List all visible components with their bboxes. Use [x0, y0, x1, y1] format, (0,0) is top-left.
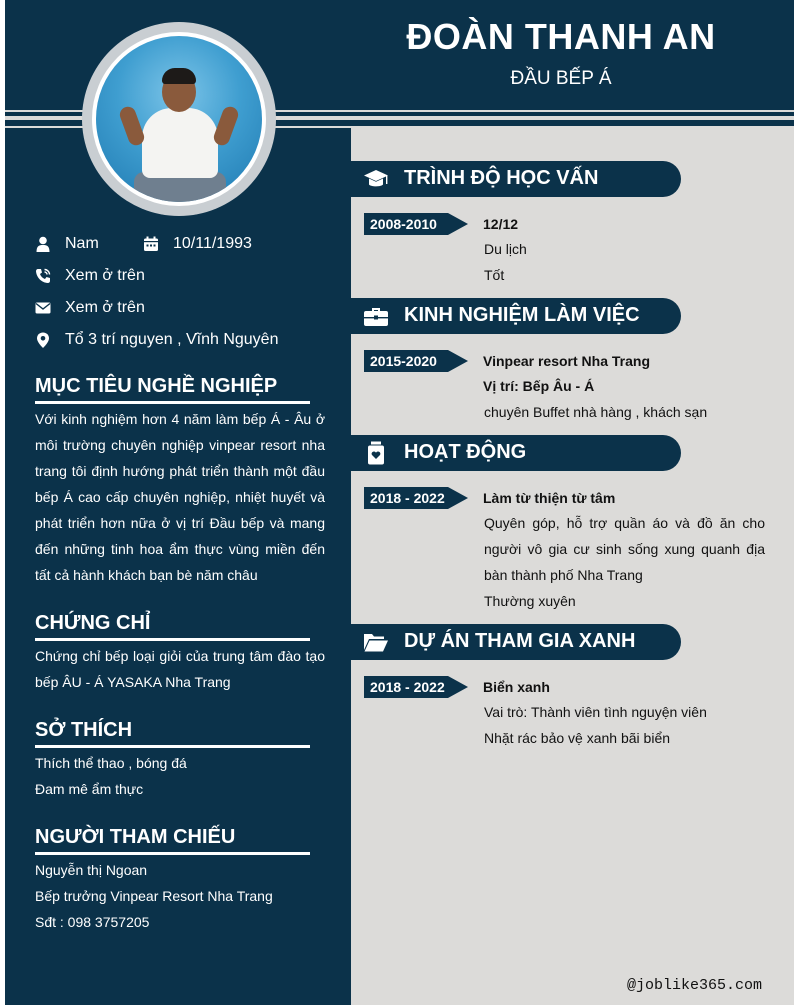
experience-company: Vinpear resort Nha Trang	[483, 353, 651, 369]
experience-period: 2015-2020	[364, 350, 448, 372]
activities-heading: HOẠT ĐỘNG	[404, 441, 527, 463]
activities-text: Quyên góp, hỗ trợ quần áo và đồ ăn cho người vô gia cư sinh sống xung quanh địa bàn thành phố Nha Trang	[484, 515, 765, 583]
medal-icon	[363, 441, 389, 465]
reference-position: Bếp trưởng Vinpear Resort Nha Trang	[35, 888, 273, 904]
green-projects-heading: DỰ ÁN THAM GIA XANH	[404, 630, 636, 652]
activities-heading-bar	[351, 435, 681, 471]
experience-line: chuyên Buffet nhà hàng , khách sạn	[484, 404, 708, 420]
reference-phone: Sđt : 098 3757205	[35, 914, 150, 930]
education-heading-bar	[351, 161, 681, 197]
hobby-item: Thích thể thao , bóng đá	[35, 755, 187, 771]
objective-text: Với kinh nghiệm hơn 4 năm làm bếp Á - Âu ở môi trường chuyên nghiệp vinpear resort nha trang tôi định hướng phát triển thành một đầu bếp Á cao cấp chuyên nghiệp, nhiệt huyết và phát triển hơn nữa ở vị trí Đầu bếp và mang đến những tinh hoa ẩm thực vùng miền đến tất cả hành khách bạn bè năm châu	[35, 411, 325, 583]
activities-extra: Thường xuyên	[484, 593, 576, 609]
phone-icon	[35, 268, 51, 284]
references-rule	[35, 852, 310, 855]
profile-photo-image	[96, 36, 262, 202]
certificates-heading: CHỨNG CHỈ	[35, 612, 151, 634]
email-value: Xem ở trên	[65, 299, 145, 316]
profile-photo	[92, 32, 266, 206]
activities-period: 2018 - 2022	[364, 487, 448, 509]
green-projects-period: 2018 - 2022	[364, 676, 448, 698]
certificates-rule	[35, 638, 310, 641]
education-heading: TRÌNH ĐỘ HỌC VẤN	[404, 167, 599, 189]
map-pin-icon	[35, 332, 51, 348]
job-title: ĐẦU BẾP Á	[510, 68, 612, 89]
phone-value: Xem ở trên	[65, 267, 145, 284]
experience-position: Vị trí: Bếp Âu - Á	[483, 378, 595, 394]
folder-open-icon	[363, 630, 389, 654]
green-projects-line: Nhặt rác bảo vệ xanh bãi biển	[484, 730, 671, 746]
profile-photo-frame	[82, 22, 276, 216]
objective-heading: MỤC TIÊU NGHỀ NGHIỆP	[35, 375, 278, 397]
education-line: Tốt	[484, 267, 505, 283]
activities-title: Làm từ thiện từ tâm	[483, 490, 616, 506]
hobbies-rule	[35, 745, 310, 748]
references-heading: NGƯỜI THAM CHIẾU	[35, 826, 236, 848]
objective-rule	[35, 401, 310, 404]
address-value: Tổ 3 trí nguyen , Vĩnh Nguyên	[65, 331, 279, 348]
certificates-text: Chứng chỉ bếp loại giỏi của trung tâm đào tạo bếp ÂU - Á YASAKA Nha Trang	[35, 648, 325, 690]
envelope-icon	[35, 300, 51, 316]
briefcase-icon	[363, 304, 389, 328]
gender-value: Nam	[65, 235, 99, 252]
education-line: Du lịch	[484, 241, 527, 257]
candidate-name: ĐOÀN THANH AN	[406, 16, 716, 57]
green-projects-line: Vai trò: Thành viên tình nguyện viên	[484, 704, 707, 720]
green-projects-heading-bar	[351, 624, 681, 660]
user-icon	[35, 236, 51, 252]
calendar-icon	[143, 236, 159, 252]
watermark: @joblike365.com	[627, 977, 763, 994]
hobbies-heading: SỞ THÍCH	[35, 719, 133, 741]
resume-page	[5, 0, 794, 1005]
experience-heading: KINH NGHIỆM LÀM VIỆC	[404, 304, 640, 326]
education-title: 12/12	[483, 216, 519, 232]
experience-heading-bar	[351, 298, 681, 334]
reference-name: Nguyễn thị Ngoan	[35, 862, 148, 878]
graduation-cap-icon	[363, 167, 389, 191]
green-projects-title: Biển xanh	[483, 679, 550, 695]
birthdate-value: 10/11/1993	[173, 235, 252, 252]
education-period: 2008-2010	[364, 213, 448, 235]
hobby-item: Đam mê ẩm thực	[35, 781, 144, 797]
